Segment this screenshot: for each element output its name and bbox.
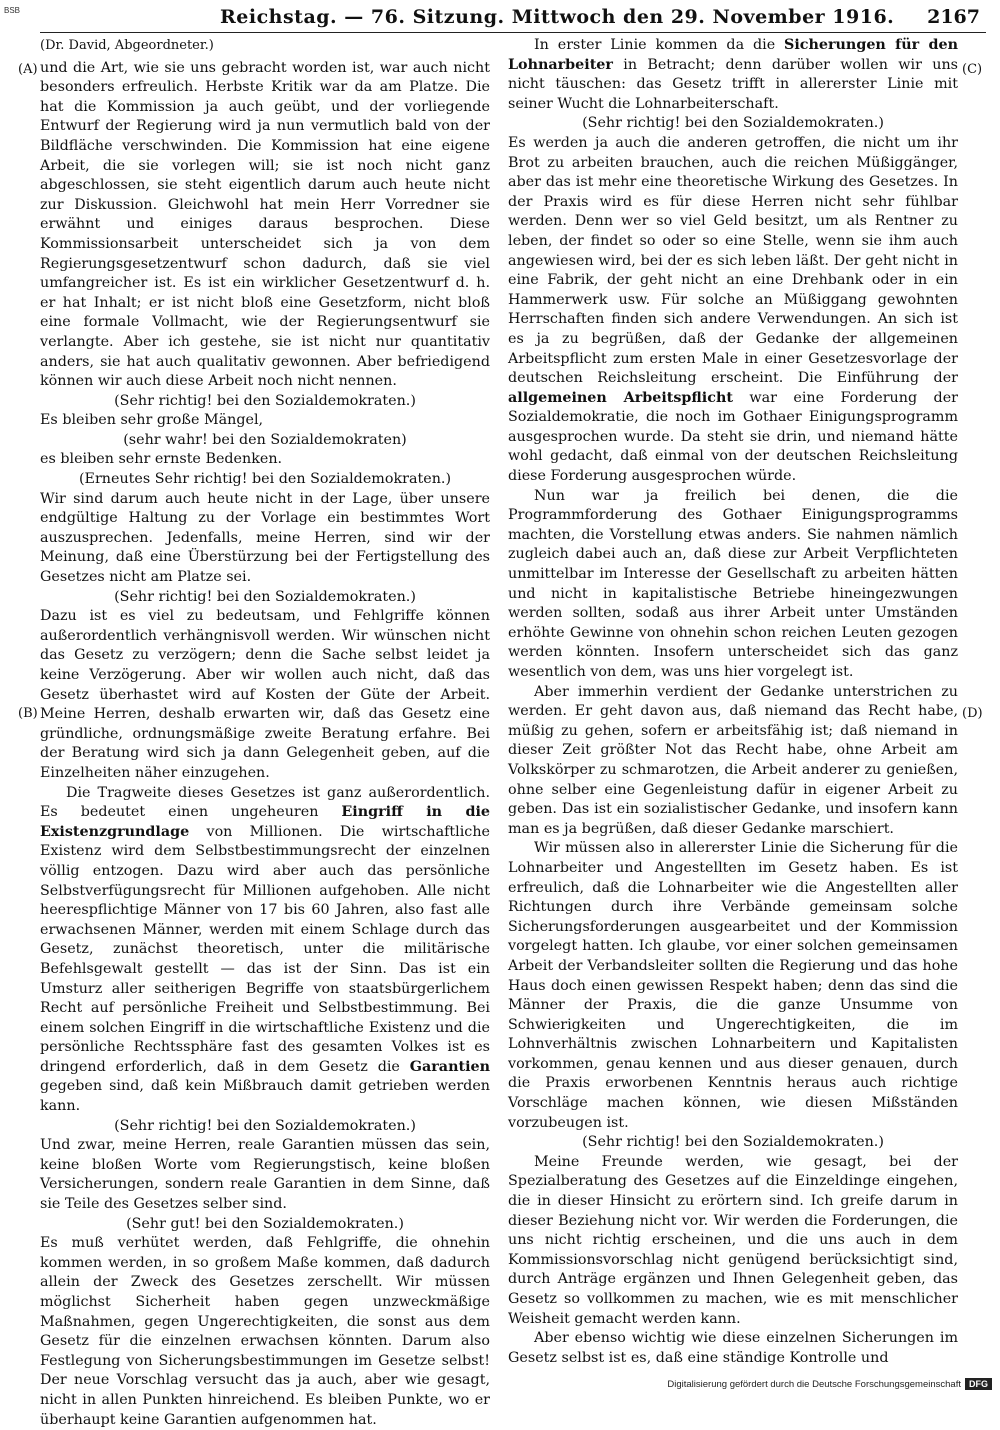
paragraph: es bleiben sehr ernste Bedenken.	[40, 451, 283, 468]
text-run: von Millionen. Die wirtschaftliche Existenz wird dem Selbstbestimmungsrecht der einzelnen völlig entzogen. Dazu wird aber auch das persönliche Selbstverfügungsrecht für Millionen aufgehoben. Alle nicht heerespflichtige Männer von 17 bis 60 Jahren, also fast alle erwachsenen Männer, werden mit einem Schlage durch das Gesetz, zunächst theoretisch, unter die militärische Befehlsgewalt gestellt — das ist der Sinn. Das ist ein Umsturz aller seitherigen Begriffe von staatsbürgerlichem Recht auf persönliche Freiheit und Selbstbestimmung. Bei einem solchen Eingriff in die wirtschaftliche Existenz und die persönliche Rechtssphäre fast des gesamten Volkes ist es dringend erforderlich, daß in dem Gesetz die	[40, 823, 490, 1075]
margin-mark-a: (A)	[18, 62, 38, 77]
paragraph: Meine Freunde werden, wie gesagt, bei der Spezialberatung des Gesetzes auf die Einzeldinge eingehen, die in dieser Hinsicht zu erörtern sind. Ich greife darum in dieser Beziehung nicht vor. Wir werden die Forderungen, die uns nicht richtig erscheinen, und die uns auch in dem Kommissionsvorschlag nicht genügend berücksichtigt sind, durch Anträge ergänzen und Ihnen Gelegenheit geben, das Gesetz so vollkommen zu machen, wie es mit menschlicher Weisheit gemacht werden kann.	[508, 1153, 958, 1327]
emphasis: Sicherungen für den Lohnarbeiter	[508, 37, 958, 73]
footer-text: Digitalisierung gefördert durch die Deutsche Forschungsgemeinschaft	[667, 1378, 961, 1390]
right-column	[508, 36, 958, 1368]
paragraph: und die Art, wie sie uns gebracht worden ist, war auch nicht besonders erfreulich. Herbste Kritik war da am Platze. Die hat die Kommission ja auch geübt, und der vorliegende Entwurf der Regierung wird ja nun vermutlich bald von der Bildfläche verschwinden. Die Kommission hat eine eigene Arbeit, die sie vorlegen will; sie ist noch nicht ganz abgeschlossen, sie steht eigentlich darum auch heute nicht zur Diskussion. Gleichwohl hat mein Herr Vorredner sie erwähnt und einiges daraus besprochen. Diese Kommissionsarbeit unterscheidet sich ja von dem Regierungsgesetzentwurf schon dadurch, daß sie viel umfangreicher ist. Es ist ein wirklicher Gesetzentwurf d. h. er hat Inhalt; er ist nicht bloß eine Gesetzform, nicht bloß eine formale Vollmacht, wie der Regierungsentwurf sie verlangte. Aber ich gestehe, sie ist nicht nur quantitativ anders, sie hat auch qualitativ gewonnen. Aber befriedigend können wir auch diese Arbeit noch nicht nennen.	[40, 59, 490, 390]
paragraph: Und zwar, meine Herren, reale Garantien müssen das sein, keine bloßen Worte vom Regierungstisch, keine bloßen Versicherungen, sondern reale Garantien in dem Sinne, daß sie Teile des Gesetzes selber sind.	[40, 1137, 490, 1213]
text-run: in Betracht; denn darüber wollen wir uns nicht täuschen: das Gesetz trifft in allererster Linie mit seiner Wucht die Lohnarbeiterschaft.	[508, 56, 958, 112]
interjection: (Sehr richtig! bei den Sozialdemokraten.)	[114, 392, 416, 409]
paragraph: Aber immerhin verdient der Gedanke unterstrichen zu werden. Er geht davon aus, daß niemand das Recht habe, müßig zu gehen, sofern er arbeitsfähig ist; daß niemand in dieser Zeit größter Not das Recht habe, ohne Arbeit am Volkskörper zu schmarotzen, die Arbeit anderer zu genießen, ohne selber eine Gegenleistung dafür in eigener Arbeit zu geben. Das ist ein sozialistischer Gedanke, und insofern kann man es ja begrüßen, daß dieser Gedanke marschiert.	[508, 683, 958, 837]
interjection: (Sehr richtig! bei den Sozialdemokraten.)	[582, 115, 884, 132]
speaker-label: (Dr. David, Abgeordneter.)	[40, 38, 214, 53]
emphasis: allgemeinen Arbeitspflicht	[508, 389, 733, 406]
footer-credit	[667, 1378, 992, 1390]
interjection: (Sehr richtig! bei den Sozialdemokraten.)	[114, 1117, 416, 1134]
paragraph: Nun war ja freilich bei denen, die die Programmforderung des Gothaer Einigungsprogramms machten, die Vorstellung etwas anders. Sie nahmen nämlich zugleich dabei auch an, daß diese zur Arbeit Verpflichteten unmittelbar im Interesse der Gesellschaft zu arbeiten hätten und nicht in kapitalistische Betriebe hineingezwungen werden sollten, sodaß aus ihrer Arbeit unter Umständen erhöhte Gewinne von ohnehin schon reichen Leuten gezogen werden könnten. Insofern unterscheidet sich das ganz wesentlich von dem, was uns hier vorgelegt ist.	[508, 487, 958, 680]
paragraph: Aber ebenso wichtig wie diese einzelnen Sicherungen im Gesetz selbst ist es, daß eine ständige Kontrolle und	[508, 1330, 958, 1366]
text-run: war eine Forderung der Sozialdemokratie, die noch im Gothaer Einigungsprogramm ausgesprochen wurde. Da steht sie drin, und niemand hätte wohl gedacht, daß einmal von der deutschen Reichsleitung diese Forderung ausgesprochen würde.	[508, 389, 958, 485]
interjection: (Erneutes Sehr richtig! bei den Sozialdemokraten.)	[78, 471, 452, 488]
paragraph	[508, 134, 958, 487]
text-run: Es werden ja auch die anderen getroffen, die nicht um ihr Brot zu arbeiten brauchen, auch die reichen Müßiggänger, aber das ist mehr eine theoretische Wirkung des Gesetzes. In der Praxis wird es für diese Herren nicht sehr fühlbar werden. Denn wer so viel Geld besitzt, um als Rentner zu leben, der findet so oder so eine Stelle, wenn sie ihm auch angewiesen wird, bei der es sich leben läßt. Der geht nicht in eine Fabrik, der geht nicht an eine Drehbank oder in ein Hammerwerk usw. Für solche an Müßiggang gewohnten Herrschaften finden sich andere Verwendungen. An sich ist es ja zu begrüßen, daß der Gedanke der allgemeinen Arbeitspflicht zum ersten Male in einer Gesetzesvorlage der deutschen Reichsleitung erscheint. Die Einführung der	[508, 134, 958, 387]
paragraph: Dazu ist es viel zu bedeutsam, und Fehlgriffe können außerordentlich verhängnisvoll werden. Wir wünschen nicht das Gesetz zu verzögern; denn die Sache selbst leidet ja keine Verzögerung. Aber wir wollen auch nicht, daß das Gesetz überhastet wird auf Kosten der Güte der Arbeit. Meine Herren, deshalb erwarten wir, daß das Gesetz eine gründliche, ordnungsmäßige zweite Beratung erfahre. Bei der Beratung wird sich ja dann Gelegenheit geben, auf die Einzelheiten näher einzugehen.	[40, 608, 490, 781]
left-column	[40, 36, 490, 1430]
paragraph: Wir müssen also in allererster Linie die Sicherung für die Lohnarbeiter und Angestellten im Gesetz haben. Es ist erfreulich, daß die Lohnarbeiter wie die Angestellten aller Richtungen durch ihre Verbände gemeinsam solche Sicherungsforderungen ausgearbeitet und der Kommission vorgelegt hatten. Ich glaube, vor einer solchen gemeinsamen Arbeit der Verbandsleiter sollten die Regierung und das hohe Haus doch einen gewissen Respekt haben; denn das sind die Männer der Praxis, die die ganze Unsumme von Schwierigkeiten und Ungerechtigkeiten, die im Lohnverhältnis zwischen Lohnarbeitern und Kapitalisten vorkommen, genau kennen und aus dieser genauen, durch die Praxis erworbenen Kenntnis heraus auch richtige Vorschläge machen können, wie diesen Mißständen vorzubeugen ist.	[508, 840, 958, 1131]
paragraph: Wir sind darum auch heute nicht in der Lage, über unsere endgültige Haltung zu der Vorlage ein bestimmtes Wort auszusprechen. Jedenfalls, meine Herren, sind wir der Meinung, daß eine Überstürzung bei der Fertigstellung des Gesetzes nicht am Platze sei.	[40, 490, 490, 586]
interjection: (Sehr richtig! bei den Sozialdemokraten.)	[114, 588, 416, 605]
paragraph	[40, 784, 490, 1117]
margin-mark-c: (C)	[962, 62, 983, 77]
text-run: Die Tragweite dieses Gesetzes ist ganz außerordentlich. Es bedeutet einen ungeheuren	[40, 784, 490, 821]
dfg-logo: DFG	[965, 1378, 992, 1390]
emphasis: Eingriff in die Existenzgrundlage	[40, 804, 490, 840]
page-number: 2167	[927, 6, 980, 28]
text-run: In erster Linie kommen da die	[534, 37, 785, 53]
emphasis: Garantien	[409, 1058, 490, 1075]
page-title: Reichstag. — 76. Sitzung. Mittwoch den 29. November 1916.	[220, 6, 895, 28]
margin-mark-b: (B)	[18, 706, 38, 721]
paragraph	[508, 36, 958, 114]
library-tag: BSB	[4, 6, 21, 15]
interjection: (Sehr gut! bei den Sozialdemokraten.)	[126, 1215, 404, 1232]
paragraph: Es muß verhütet werden, daß Fehlgriffe, die ohnehin kommen werden, in so großem Maße kommen, daß dadurch allein der Zweck des Gesetzes zerschellt. Wir müssen möglichst Sicherheit haben gegen unzweckmäßige Maßnahmen, gegen Ungerechtigkeiten, die sonst aus dem Gesetz für die einzelnen erwachsen könnten. Darum also Festlegung von Sicherungsbestimmungen im Gesetze selbst! Der neue Vorschlag versucht das ja auch, aber wie gesagt, nicht in allen Punkten hinreichend. Es bleiben Punkte, wo er überhaupt keine Garantien aufgenommen hat.	[40, 1235, 490, 1428]
header-divider	[40, 32, 986, 33]
interjection: (Sehr richtig! bei den Sozialdemokraten.)	[582, 1134, 884, 1151]
text-run: gegeben sind, daß kein Mißbrauch damit getrieben werden kann.	[40, 1078, 490, 1115]
margin-mark-d: (D)	[962, 706, 983, 721]
paragraph: Es bleiben sehr große Mängel,	[40, 412, 264, 429]
page-header	[40, 4, 980, 30]
interjection: (sehr wahr! bei den Sozialdemokraten)	[123, 431, 407, 448]
